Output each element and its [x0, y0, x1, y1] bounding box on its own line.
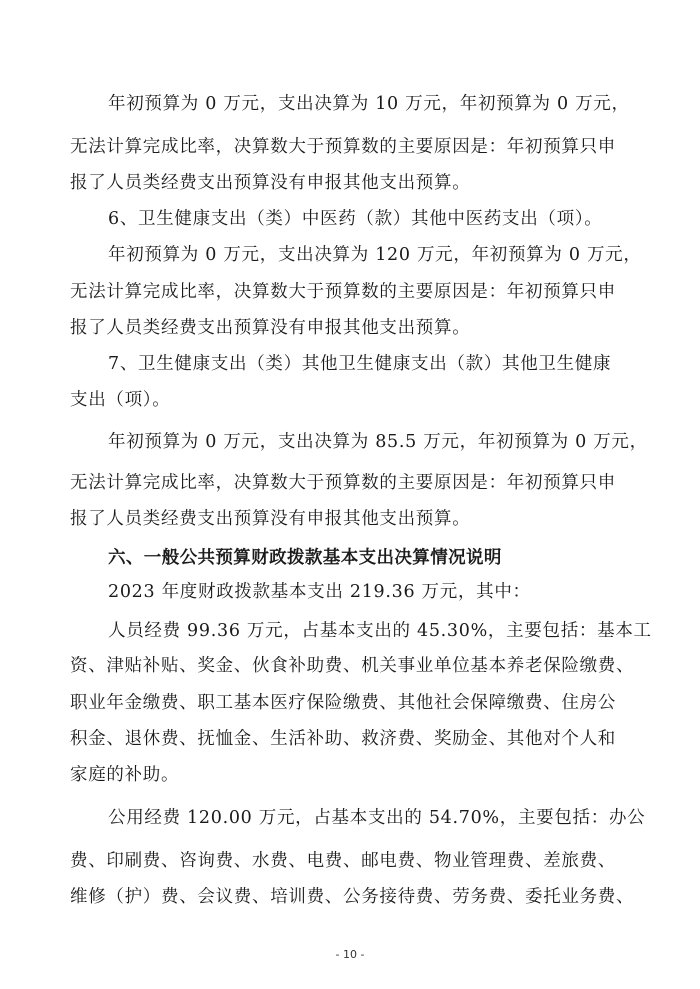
- paragraph-line: 公用经费 120.00 万元，占基本支出的 54.70%，主要包括：办公: [108, 808, 646, 828]
- paragraph-line: 年初预算为 0 万元，支出决算为 10 万元，年初预算为 0 万元，: [108, 94, 630, 114]
- paragraph-line: 无法计算完成比率，决算数大于预算数的主要原因是：年初预算只申: [70, 473, 616, 493]
- paragraph-line: 职业年金缴费、职工基本医疗保险缴费、其他社会保障缴费、住房公: [70, 693, 616, 713]
- paragraph-line: 积金、退休费、抚恤金、生活补助、救济费、奖励金、其他对个人和: [70, 729, 616, 749]
- paragraph-line: 年初预算为 0 万元，支出决算为 120 万元，年初预算为 0 万元，: [108, 245, 642, 265]
- paragraph-line: 报了人员类经费支出预算没有申报其他支出预算。: [70, 318, 471, 338]
- paragraph-line: 无法计算完成比率，决算数大于预算数的主要原因是：年初预算只申: [70, 282, 616, 302]
- paragraph-line: 维修（护）费、会议费、培训费、公务接待费、劳务费、委托业务费、: [70, 887, 635, 907]
- paragraph-line: 2023 年度财政拨款基本支出 219.36 万元，其中：: [108, 582, 531, 602]
- paragraph-line: 资、津贴补贴、奖金、伙食补助费、机关事业单位基本养老保险缴费、: [70, 656, 635, 676]
- paragraph-line: 报了人员类经费支出预算没有申报其他支出预算。: [70, 173, 471, 193]
- paragraph-line: 报了人员类经费支出预算没有申报其他支出预算。: [70, 509, 471, 529]
- paragraph-line: 费、印刷费、咨询费、水费、电费、邮电费、物业管理费、差旅费、: [70, 851, 616, 871]
- page-number: - 10 -: [335, 948, 365, 961]
- section-heading: 六、一般公共预算财政拨款基本支出决算情况说明: [108, 548, 502, 568]
- paragraph-line: 支出（项）。: [70, 390, 171, 410]
- paragraph-line: 人员经费 99.36 万元，占基本支出的 45.30%，主要包括：基本工: [108, 621, 652, 641]
- paragraph-line: 无法计算完成比率，决算数大于预算数的主要原因是：年初预算只申: [70, 137, 616, 157]
- paragraph-line: 7、卫生健康支出（类）其他卫生健康支出（款）其他卫生健康: [108, 354, 612, 374]
- paragraph-line: 年初预算为 0 万元，支出决算为 85.5 万元，年初预算为 0 万元，: [108, 432, 648, 452]
- paragraph-line: 6、卫生健康支出（类）中医药（款）其他中医药支出（项）。: [108, 209, 603, 229]
- paragraph-line: 家庭的补助。: [70, 765, 180, 785]
